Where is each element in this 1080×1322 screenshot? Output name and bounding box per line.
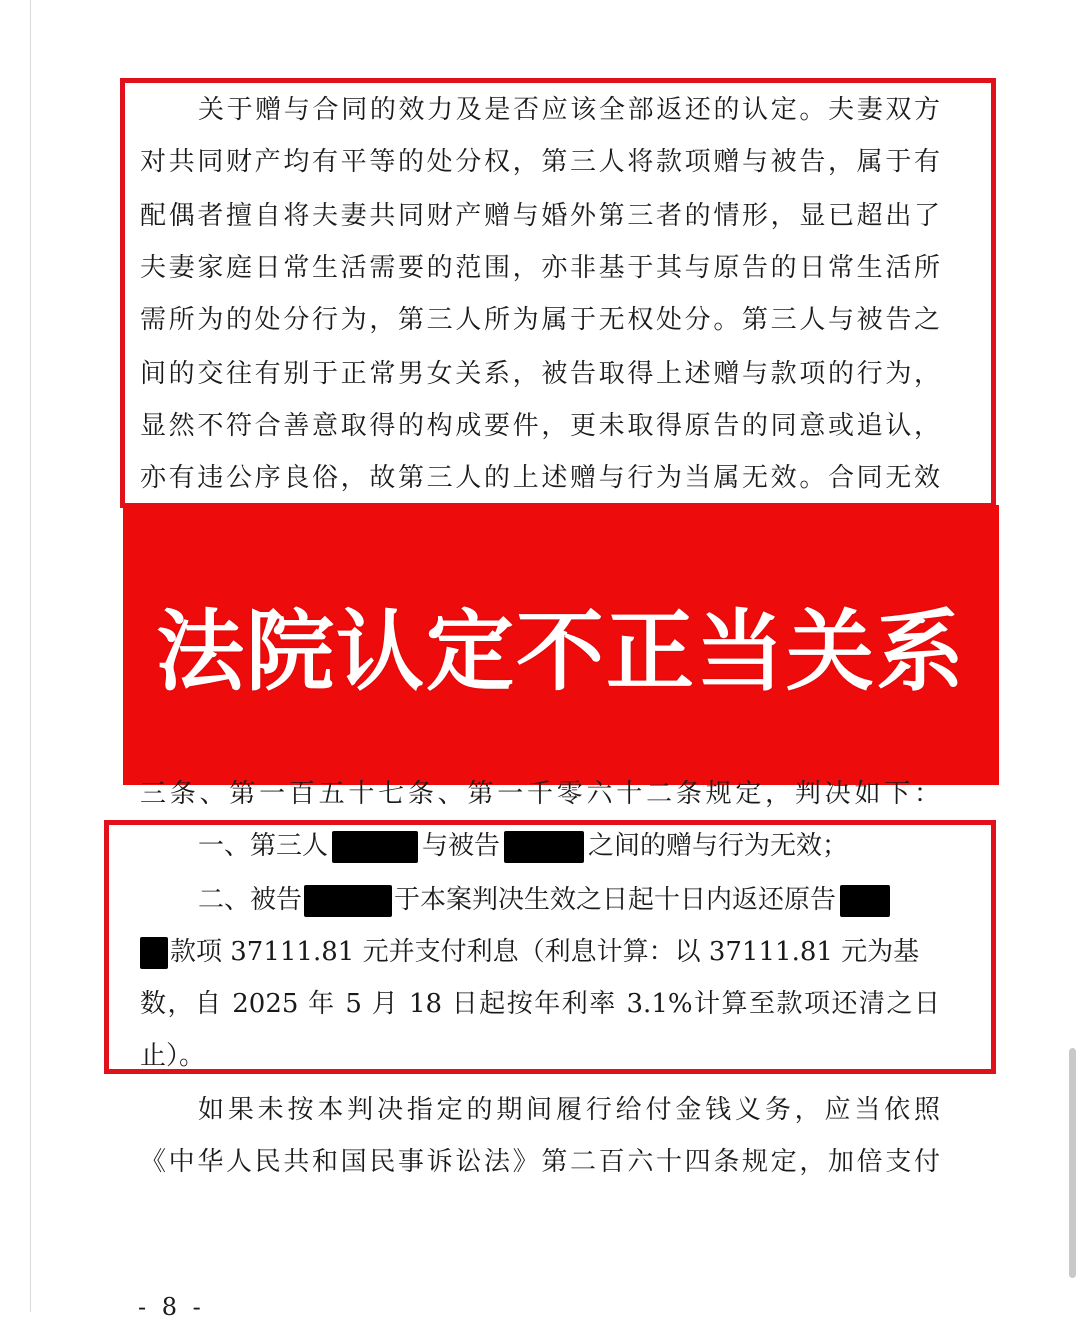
text-line: 如果未按本判决指定的期间履行给付金钱义务，应当依照: [198, 1095, 940, 1125]
partially-hidden-line: [140, 780, 940, 814]
redaction-bar: [332, 831, 418, 863]
judgment-item-1: [198, 826, 848, 866]
text-segment: 之间的赠与行为无效；: [588, 831, 849, 861]
scrollbar[interactable]: [1069, 1048, 1076, 1278]
text-segment: 于本案判决生效之日起十日内返还原告: [394, 885, 837, 915]
judgment-line-4: 数，自 2025 年 5 月 18 日起按年利率 3.1%计算至款项还清之日: [140, 989, 940, 1019]
text-line: 《中华人民共和国民事诉讼法》第二百六十四条规定，加倍支付: [140, 1147, 940, 1177]
redaction-bar: [504, 831, 584, 863]
text-segment: 一、第三人: [198, 831, 329, 861]
text-segment: 与被告: [422, 831, 501, 861]
redaction-bar: [140, 937, 168, 969]
page-edge: [30, 0, 31, 1312]
headline-banner: [123, 505, 999, 785]
text-line: 关于赠与合同的效力及是否应该全部返还的认定。夫妻双方: [198, 95, 940, 125]
text-line: 配偶者擅自将夫妻共同财产赠与婚外第三者的情形，显已超出了: [140, 201, 940, 231]
redaction-bar: [304, 885, 392, 917]
page-number: - 8 -: [138, 1293, 205, 1321]
text-segment: 二、被告: [198, 885, 303, 915]
judgment-line-5: 止）。: [140, 1041, 206, 1071]
text-segment: 款项 37111.81 元并支付利息（利息计算：以 37111.81 元为基: [170, 937, 920, 967]
judgment-line-3: [140, 932, 940, 972]
text-line: 需所为的处分行为，第三人所为属于无权处分。第三人与被告之: [140, 305, 940, 335]
text-line: 亦有违公序良俗，故第三人的上述赠与行为当属无效。合同无效: [140, 463, 940, 493]
banner-title: 法院认定不正当关系: [155, 600, 966, 703]
text-line: 夫妻家庭日常生活需要的范围，亦非基于其与原告的日常生活所: [140, 253, 940, 283]
paragraph-gift-validity: [140, 86, 940, 502]
text-line: 显然不符合善意取得的构成要件，更未取得原告的同意或追认，: [140, 411, 940, 441]
redaction-bar: [840, 885, 890, 917]
text-line: 对共同财产均有平等的处分权，第三人将款项赠与被告，属于有: [140, 147, 940, 177]
text-line: 三条、第一百五十七条、第一千零六十二条规定，判决如下：: [140, 780, 940, 809]
text-line: 间的交往有别于正常男女关系，被告取得上述赠与款项的行为，: [140, 359, 940, 389]
judgment-item-2: [198, 880, 890, 920]
